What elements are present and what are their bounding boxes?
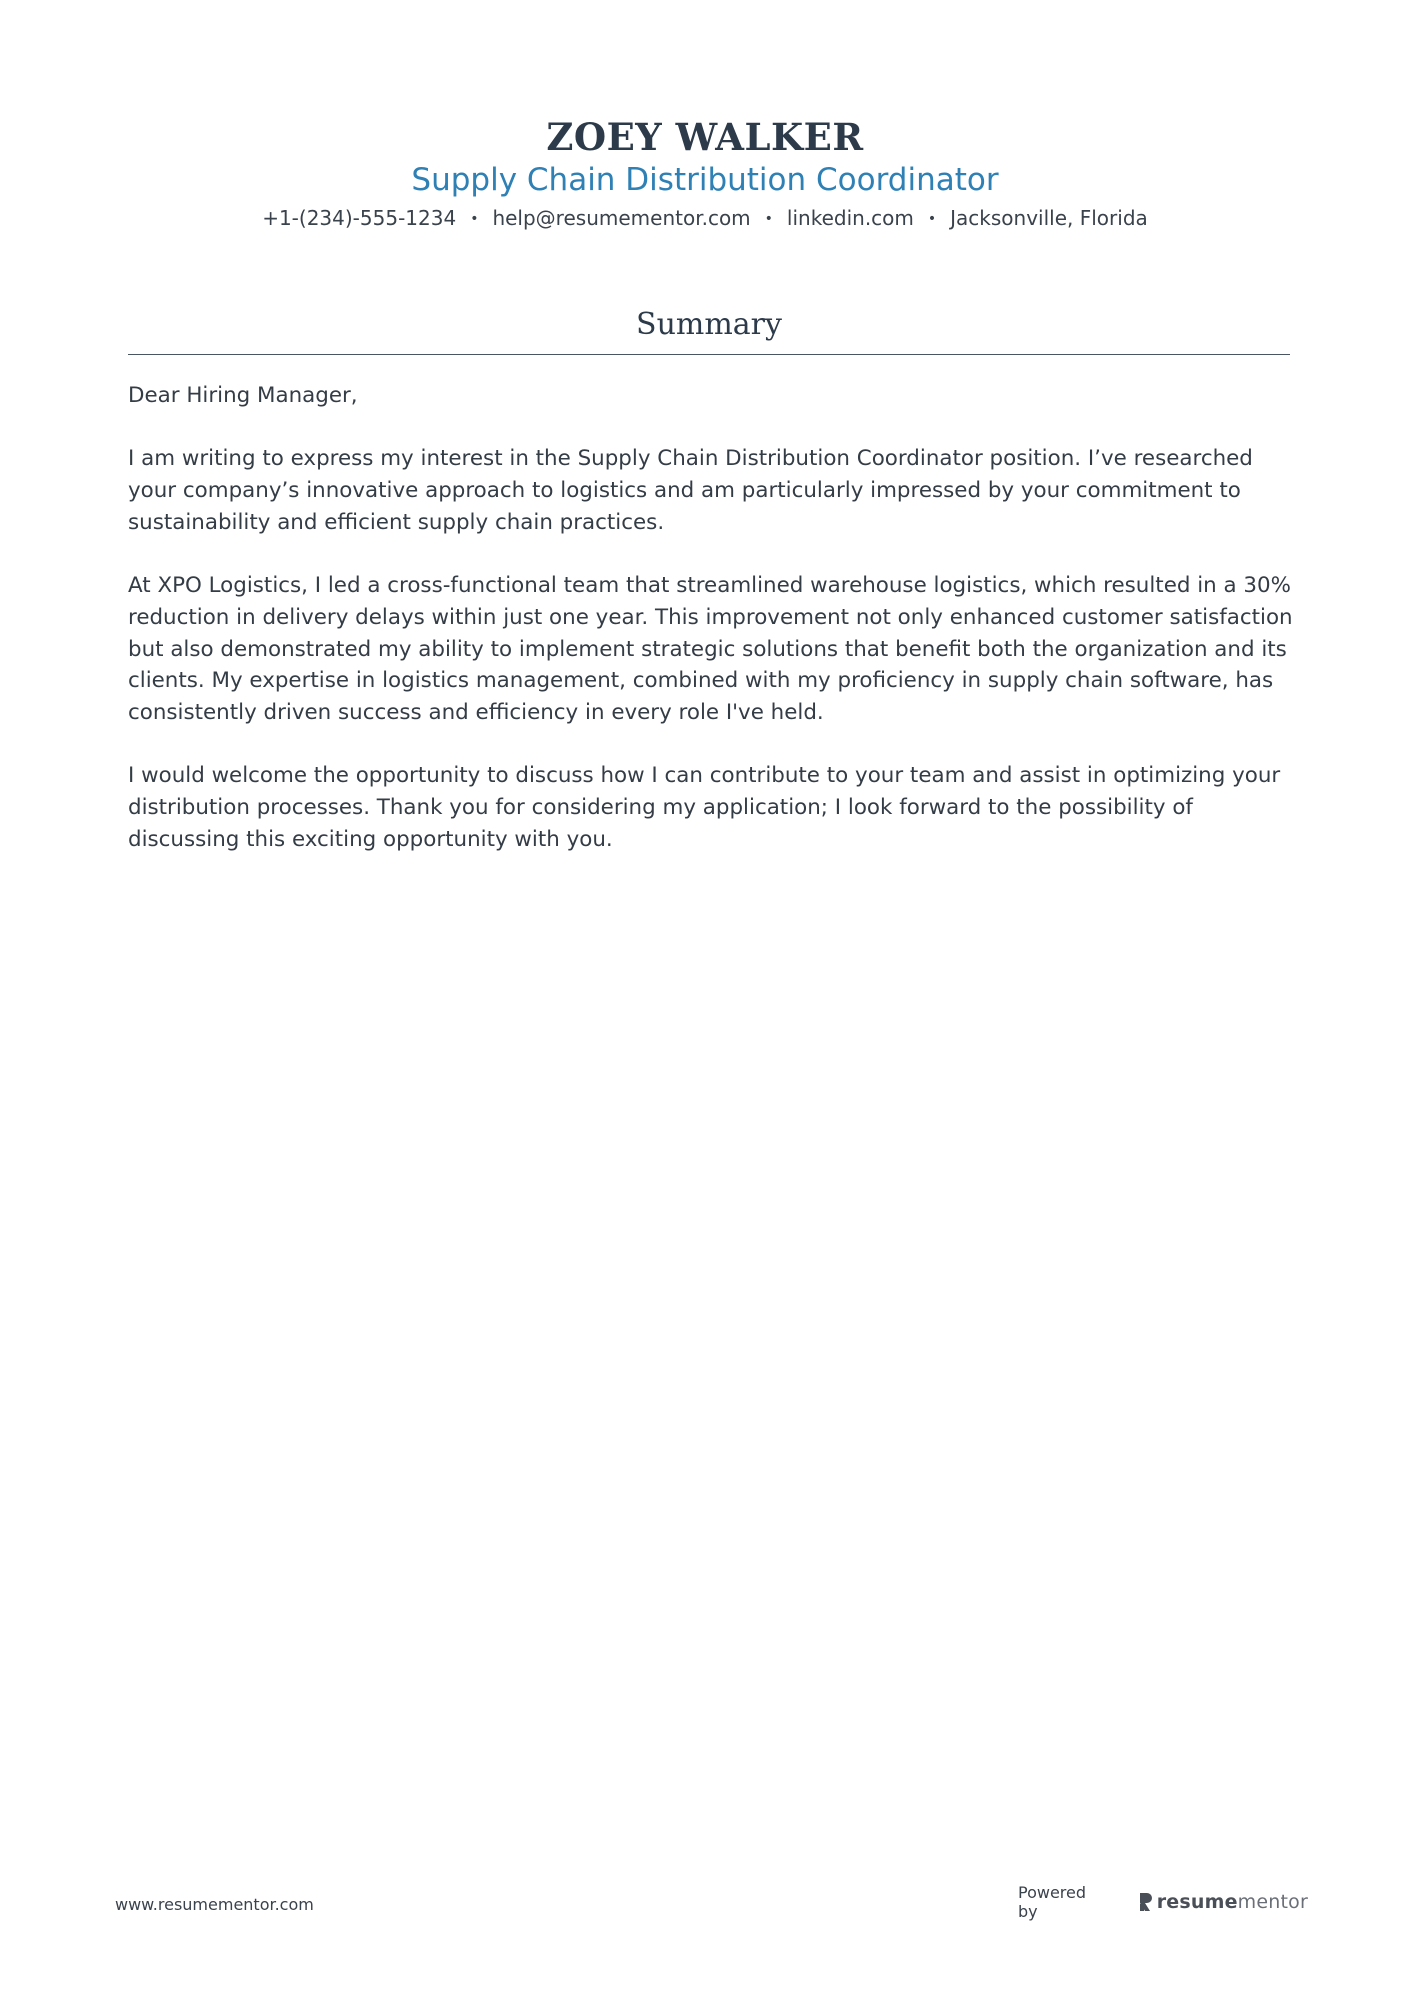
- contact-separator: •: [927, 211, 937, 227]
- contact-separator: •: [470, 211, 479, 227]
- footer-website[interactable]: www.resumementor.com: [115, 1895, 314, 1914]
- letter-paragraph: I am writing to express my interest in the Supply Chain Distribution Coordinator position. I’ve researched your company’s innovative approach to logistics and am particularly impressed by your commitment to sustainability and efficient supply chain practices.: [128, 446, 1253, 535]
- candidate-name: ZOEY WALKER: [546, 115, 864, 159]
- footer-branding: [1018, 1883, 1308, 1921]
- brand-name-light: mentor: [1237, 1891, 1308, 1913]
- section-heading-summary: [128, 302, 1290, 355]
- powered-by-label: Powered by: [1018, 1883, 1087, 1921]
- contact-phone: +1-(234)-555-1234: [262, 206, 457, 230]
- section-heading-text: Summary: [636, 307, 782, 342]
- letter-body: [128, 380, 1294, 887]
- brand-logo[interactable]: [1138, 1891, 1308, 1913]
- resumementor-logo-icon: [1138, 1892, 1154, 1912]
- brand-name-bold: resume: [1156, 1891, 1238, 1913]
- contact-location: Jacksonville, Florida: [950, 206, 1148, 230]
- contact-line: [0, 202, 1410, 235]
- letter-header: [0, 112, 1410, 235]
- letter-greeting: Dear Hiring Manager,: [128, 383, 358, 408]
- letter-paragraph: At XPO Logistics, I led a cross-functional team that streamlined warehouse logistics, which resulted in a 30% reduction in delivery delays within just one year. This improvement not only enhanced customer satisfaction but also demonstrated my ability to implement strategic solutions that benefit both the organization and its clients. My expertise in logistics management, combined with my proficiency in supply chain software, has consistently driven success and efficiency in every role I've held.: [128, 573, 1293, 725]
- contact-linkedin[interactable]: linkedin.com: [786, 206, 914, 230]
- brand-name: [1157, 1891, 1308, 1913]
- contact-separator: •: [764, 211, 773, 227]
- letter-paragraph: I would welcome the opportunity to discuss how I can contribute to your team and assist in optimizing your distribution processes. Thank you for considering my application; I look forward to the possibility of discussing this exciting opportunity with you.: [128, 763, 1281, 852]
- contact-email[interactable]: help@resumementor.com: [492, 206, 751, 230]
- job-title: Supply Chain Distribution Coordinator: [411, 162, 999, 198]
